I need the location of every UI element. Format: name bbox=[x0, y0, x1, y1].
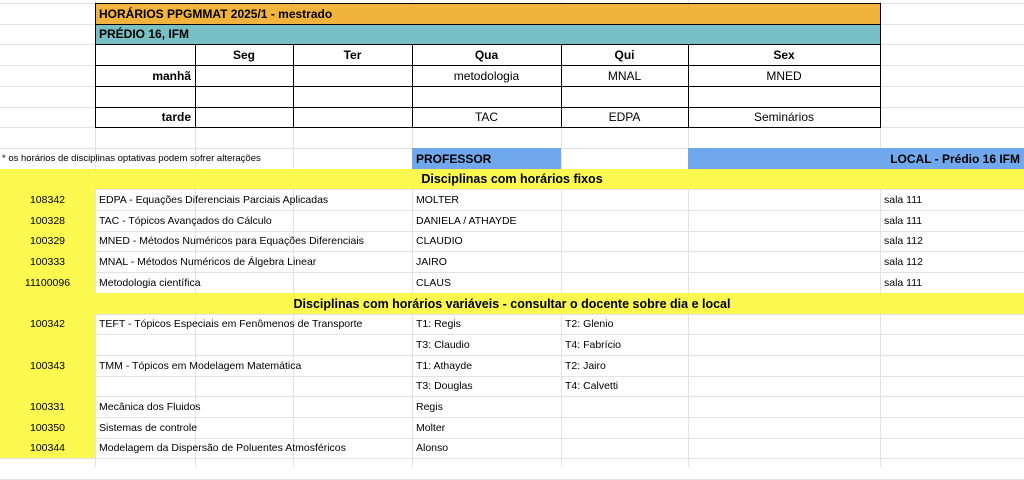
course-name: Sistemas de controle bbox=[99, 421, 198, 434]
course-room: sala 112 bbox=[884, 235, 923, 247]
schedule-col-line bbox=[561, 44, 562, 127]
variable-section-title: Disciplinas com horários variáveis - consultar o docente sobre dia e local bbox=[293, 296, 731, 311]
schedule-entry: EDPA bbox=[608, 110, 641, 124]
course-name: TEFT - Tópicos Especiais em Fenômenos de Transporte bbox=[99, 318, 363, 330]
code-cell-band bbox=[0, 376, 95, 396]
local-header: LOCAL - Prédio 16 IFM bbox=[890, 151, 1020, 166]
course-code: 100344 bbox=[29, 442, 66, 454]
course-room: sala 112 bbox=[884, 255, 923, 268]
course-code: 100343 bbox=[29, 359, 66, 372]
gridline-row bbox=[0, 458, 1024, 459]
schedule-title: HORÁRIOS PPGMMAT 2025/1 - mestrado bbox=[99, 6, 333, 21]
period-label: tarde bbox=[161, 110, 191, 124]
building-label: PRÉDIO 16, IFM bbox=[99, 27, 190, 41]
schedule-col-line bbox=[412, 44, 413, 127]
course-professor-alt: T4: Calvetti bbox=[565, 380, 619, 392]
schedule-row-line bbox=[95, 86, 880, 87]
schedule-entry: Seminários bbox=[753, 110, 815, 124]
course-professor: CLAUS bbox=[416, 276, 452, 289]
course-room: sala 111 bbox=[884, 276, 923, 289]
schedule-entry: MNED bbox=[766, 68, 802, 83]
course-name: TMM - Tópicos em Modelagem Matemática bbox=[99, 359, 302, 372]
course-code: 100328 bbox=[29, 214, 66, 227]
course-name: EDPA - Equações Diferenciais Parciais Aplicadas bbox=[99, 193, 329, 206]
schedule-entry: metodologia bbox=[453, 68, 520, 83]
day-header: Sex bbox=[773, 47, 795, 62]
period-label: manhã bbox=[152, 68, 191, 83]
day-header: Seg bbox=[232, 47, 255, 62]
fixed-section-title: Disciplinas com horários fixos bbox=[421, 172, 603, 186]
course-code: 100342 bbox=[29, 318, 66, 330]
course-room: sala 111 bbox=[884, 214, 923, 227]
course-professor: MOLTER bbox=[416, 193, 459, 206]
course-name: Modelagem da Dispersão de Poluentes Atmosféricos bbox=[99, 442, 346, 454]
optional-note: * os horários de disciplinas optativas podem sofrer alterações bbox=[2, 153, 261, 164]
course-name: Mecânica dos Fluidos bbox=[99, 400, 201, 413]
course-professor: Regis bbox=[416, 400, 443, 413]
professor-header: PROFESSOR bbox=[416, 151, 492, 166]
day-header: Ter bbox=[343, 47, 362, 62]
course-professor: CLAUDIO bbox=[416, 235, 463, 247]
course-professor: T3: Douglas bbox=[416, 380, 473, 392]
schedule-entry: TAC bbox=[474, 110, 499, 124]
schedule-col-line bbox=[195, 44, 196, 127]
course-name: MNED - Métodos Numéricos para Equações Diferenciais bbox=[99, 235, 364, 247]
course-code: 100329 bbox=[29, 235, 66, 247]
period-label bbox=[99, 86, 191, 107]
course-professor: T1: Regis bbox=[416, 318, 461, 330]
course-code: 108342 bbox=[29, 193, 66, 206]
course-professor: T3: Claudio bbox=[416, 338, 470, 351]
course-name: MNAL - Métodos Numéricos de Álgebra Linear bbox=[99, 255, 317, 268]
course-room: sala 111 bbox=[884, 193, 923, 206]
course-professor: JAIRO bbox=[416, 255, 447, 268]
course-code: 100331 bbox=[29, 400, 66, 413]
schedule-col-line bbox=[688, 44, 689, 127]
course-professor-alt: T2: Jairo bbox=[565, 359, 606, 372]
schedule-entry: MNAL bbox=[607, 68, 642, 83]
day-header: Qui bbox=[614, 47, 635, 62]
course-professor: Molter bbox=[416, 421, 446, 434]
course-professor: Alonso bbox=[416, 442, 449, 454]
course-code: 100350 bbox=[29, 421, 66, 434]
course-professor: T1: Athayde bbox=[416, 359, 473, 372]
course-professor-alt: T2: Glenio bbox=[565, 318, 614, 330]
code-cell-band bbox=[0, 334, 95, 355]
course-code: 100333 bbox=[29, 255, 66, 268]
course-name: TAC - Tópicos Avançados do Cálculo bbox=[99, 214, 272, 227]
course-professor: DANIELA / ATHAYDE bbox=[416, 214, 517, 227]
day-header: Qua bbox=[474, 47, 499, 62]
schedule-col-line bbox=[293, 44, 294, 127]
course-code: 11100096 bbox=[24, 276, 71, 289]
course-name: Metodologia científica bbox=[99, 276, 201, 289]
course-professor-alt: T4: Fabrício bbox=[565, 338, 622, 351]
